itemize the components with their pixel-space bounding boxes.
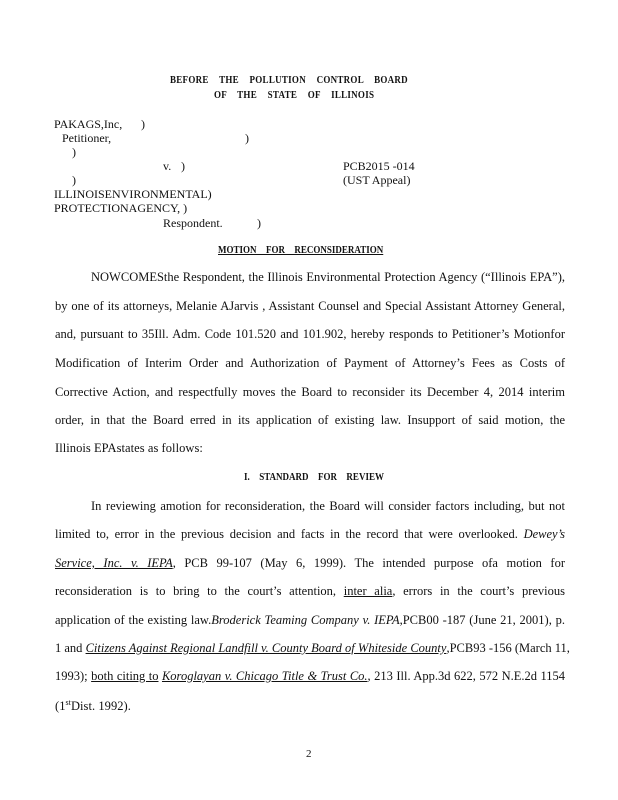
petitioner-role: Petitioner, bbox=[62, 131, 112, 145]
standard-line-7-a: 1993); bbox=[55, 669, 88, 683]
standard-line-2 bbox=[55, 527, 565, 542]
caption-paren: ) bbox=[141, 117, 145, 131]
page-number: 2 bbox=[306, 748, 312, 760]
section-heading: I. STANDARD FOR REVIEW bbox=[244, 472, 384, 483]
standard-line-8-a: (1 bbox=[55, 699, 66, 714]
intro-line-7: Illinois EPAstates as follows: bbox=[55, 441, 203, 455]
ordinal-suffix: st bbox=[65, 698, 71, 707]
respondent-role: Respondent. bbox=[163, 216, 223, 230]
standard-line-7-b: , 213 Ill. App.3d 622, 572 N.E.2d 1154 bbox=[367, 669, 565, 683]
standard-line-4-b: , errors in the court’s previous bbox=[392, 584, 566, 598]
intro-line-6: order, in that the Board erred in its application of existing law. Insupport of said motion, the bbox=[55, 413, 565, 427]
inter-alia: inter alia bbox=[343, 584, 393, 598]
standard-line-5-b: ,PCB00 -187 (June 21, 2001), p. bbox=[399, 613, 565, 627]
standard-line-5-a: application of the existing law. bbox=[55, 613, 212, 627]
case-citation-broderick: Broderick Teaming Company v. IEPA bbox=[211, 613, 400, 627]
case-citation-koroglayan: Koroglayan v. Chicago Title & Trust Co. bbox=[161, 669, 368, 683]
standard-line-4-a: reconsideration is to bring to the court’s attention, bbox=[55, 584, 337, 598]
standard-line-1: In reviewing amotion for reconsideration, the Board will consider factors including, but not bbox=[91, 499, 565, 513]
case-type: (UST Appeal) bbox=[343, 173, 411, 187]
caption-paren: ) bbox=[245, 131, 249, 145]
court-heading-line-1: BEFORE THE POLLUTION CONTROL BOARD bbox=[170, 75, 408, 86]
case-citation-deweys: Dewey’s bbox=[523, 527, 566, 541]
standard-line-4 bbox=[55, 584, 565, 599]
both-citing-to: both citing to bbox=[91, 669, 159, 683]
standard-line-3-text: , PCB 99-107 (May 6, 1999). The intended purpose ofa motion for bbox=[172, 556, 565, 570]
respondent-name-line-2: PROTECTIONAGENCY, ) bbox=[54, 201, 188, 215]
standard-line-2-text: limited to, error in the previous decision and facts in the record that were overlooked. bbox=[55, 527, 518, 541]
standard-line-7 bbox=[55, 669, 565, 684]
intro-line-1: NOWCOMESthe Respondent, the Illinois Environmental Protection Agency (“Illinois EPA”), bbox=[91, 270, 565, 284]
standard-line-6-a: 1 and bbox=[55, 641, 83, 655]
caption-paren: ) bbox=[181, 159, 185, 173]
standard-line-3 bbox=[55, 556, 565, 571]
case-citation-citizens: Citizens Against Regional Landfill v. County Board of Whiteside County bbox=[85, 641, 447, 655]
intro-line-2: by one of its attorneys, Melanie AJarvis , Assistant Counsel and Special Assistant Attorney General, bbox=[55, 299, 565, 313]
caption-paren: ) bbox=[257, 216, 261, 230]
standard-line-5 bbox=[55, 613, 565, 628]
standard-line-8-b: Dist. 1992). bbox=[70, 699, 131, 714]
intro-line-3: and, pursuant to 35Ill. Adm. Code 101.520 and 101.902, hereby responds to Petitioner’s Motionfor bbox=[55, 327, 565, 341]
intro-line-4: Modification of Interim Order and Authorization of Payment of Attorney’s Fees as Costs of bbox=[55, 356, 565, 370]
respondent-name-line-1: ILLINOISENVIRONMENTAL) bbox=[54, 187, 212, 201]
case-number: PCB2015 -014 bbox=[343, 159, 415, 173]
caption-paren: ) bbox=[72, 145, 76, 159]
motion-title: MOTION FOR RECONSIDERATION bbox=[218, 245, 384, 256]
court-heading-line-2: OF THE STATE OF ILLINOIS bbox=[214, 90, 375, 101]
petitioner-name: PAKAGS,Inc, bbox=[54, 117, 123, 131]
case-citation-deweys-service: Service, Inc. v. IEPA bbox=[55, 556, 173, 570]
caption-versus: v. bbox=[163, 159, 172, 173]
standard-line-8 bbox=[55, 698, 131, 714]
standard-line-6-b: ,PCB93 -156 (March 11, bbox=[446, 641, 570, 655]
intro-line-5: Corrective Action, and respectfully moves the Board to reconsider its December 4, 2014 interim bbox=[55, 385, 565, 399]
caption-paren: ) bbox=[72, 173, 76, 187]
standard-line-6 bbox=[55, 641, 570, 656]
